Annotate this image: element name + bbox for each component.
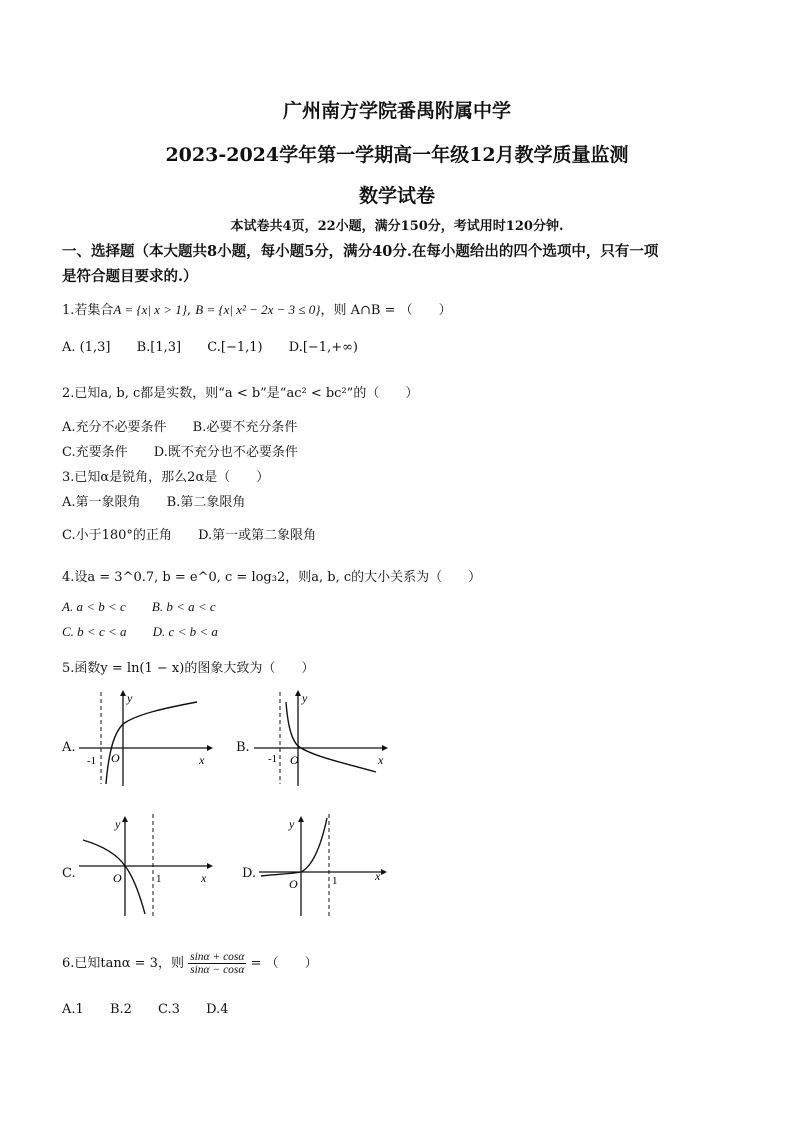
q4-option-d: D. c < b < a (152, 624, 218, 639)
graph-a-label: A. (62, 740, 76, 755)
q2-option-d: D.既不充分也不必要条件 (153, 445, 298, 460)
graph-b (250, 688, 390, 788)
q2-option-b: B.必要不充分条件 (192, 420, 298, 435)
q6-stem-prefix: 6.已知tanα = 3，则 (62, 956, 184, 971)
question-6-stem (62, 951, 318, 976)
q1-stem-suffix: ，则 A∩B = （ ） (320, 303, 452, 318)
graph-d (255, 812, 395, 918)
question-2-options-row2 (62, 441, 320, 460)
q1-set-a: A = {x| x > 1} (113, 302, 187, 317)
graph-c-tick: 1 (156, 873, 162, 885)
question-1-options (62, 340, 380, 355)
q6-fraction-denominator: sinα − cosα (190, 964, 245, 976)
q6-fraction-numerator: sinα + cosα (190, 951, 245, 963)
graph-c (75, 812, 215, 918)
school-name: 广州南方学院番禺附属中学 (282, 100, 511, 122)
q4-option-c: C. b < c < a (62, 624, 127, 639)
graph-b-label: B. (236, 740, 250, 755)
graph-d-y-label: y (289, 817, 295, 831)
graph-d-x-label: x (375, 869, 381, 883)
question-5-stem: 5.函数y = ln(1 − x)的图象大致为（ ） (62, 661, 315, 676)
q1-option-d: D.[−1,+∞) (288, 340, 359, 355)
graph-c-origin: O (113, 871, 122, 885)
graph-a-origin: O (111, 751, 120, 765)
question-3-options-row1 (62, 491, 267, 510)
q1-option-a: A. (1,3] (62, 340, 111, 355)
exam-title: 2023-2024学年第一学期高一年级12月教学质量监测 (165, 144, 629, 166)
question-3-options-row2 (62, 524, 338, 543)
q6-option-d: D.4 (206, 1002, 229, 1017)
q1-option-b: B.[1,3] (136, 340, 182, 355)
q6-option-c: C.3 (158, 1002, 180, 1017)
q6-option-a: A.1 (62, 1002, 84, 1017)
question-4-options-row1 (62, 599, 238, 615)
q4-option-a: A. a < b < c (62, 599, 126, 614)
question-2-options-row1 (62, 416, 319, 435)
graph-a (75, 688, 215, 788)
graph-a-tick: -1 (87, 755, 97, 767)
q3-option-c: C.小于180°的正角 (62, 528, 172, 543)
section-heading-line1: 一、选择题（本大题共8小题，每小题5分，满分40分.在每小题给出的四个选项中，只有一项 (62, 243, 659, 260)
graph-b-y-label: y (302, 691, 308, 705)
question-4-stem: 4.设a = 3^0.7, b = e^0, c = log₃2，则a, b, c的大小关系为（ ） (62, 570, 482, 585)
question-6-options (62, 1002, 250, 1017)
question-2-stem: 2.已知a, b, c都是实数，则“a < b”是“ac² < bc²”的（ ） (62, 386, 419, 401)
graph-d-label: D. (242, 866, 257, 881)
q6-option-b: B.2 (109, 1002, 132, 1017)
q1-stem-prefix: 1.若集合 (62, 303, 114, 318)
exam-note: 本试卷共4页，22小题，满分150分，考试用时120分钟. (230, 219, 564, 234)
q3-option-a: A.第一象限角 (62, 495, 141, 510)
q6-fraction (188, 951, 246, 976)
graph-c-label: C. (62, 866, 76, 881)
graph-c-y-label: y (115, 817, 121, 831)
q6-stem-suffix: = （ ） (250, 956, 318, 971)
question-4-options-row2 (62, 624, 240, 640)
q1-option-c: C.[−1,1) (207, 340, 263, 355)
subject-title: 数学试卷 (358, 185, 435, 207)
graph-d-origin: O (289, 877, 298, 891)
question-3-stem: 3.已知α是锐角，那么2α是（ ） (62, 470, 270, 485)
q1-separator: , (186, 303, 196, 318)
graph-b-tick: -1 (268, 753, 278, 765)
question-1-stem (62, 299, 452, 318)
section-heading-line2: 是符合题目要求的.） (62, 268, 198, 285)
q1-set-b: B = {x| x² − 2x − 3 ≤ 0} (195, 302, 321, 317)
graph-d-tick: 1 (332, 875, 338, 887)
q2-option-a: A.充分不必要条件 (62, 420, 167, 435)
graph-a-x-label: x (199, 753, 205, 767)
graph-a-y-label: y (127, 691, 133, 705)
graph-b-origin: O (290, 753, 299, 767)
q3-option-d: D.第一或第二象限角 (198, 528, 317, 543)
graph-c-x-label: x (201, 871, 207, 885)
graph-b-x-label: x (378, 753, 384, 767)
q3-option-b: B.第二象限角 (166, 495, 246, 510)
q4-option-b: B. b < a < c (151, 599, 216, 614)
q2-option-c: C.充要条件 (62, 445, 128, 460)
